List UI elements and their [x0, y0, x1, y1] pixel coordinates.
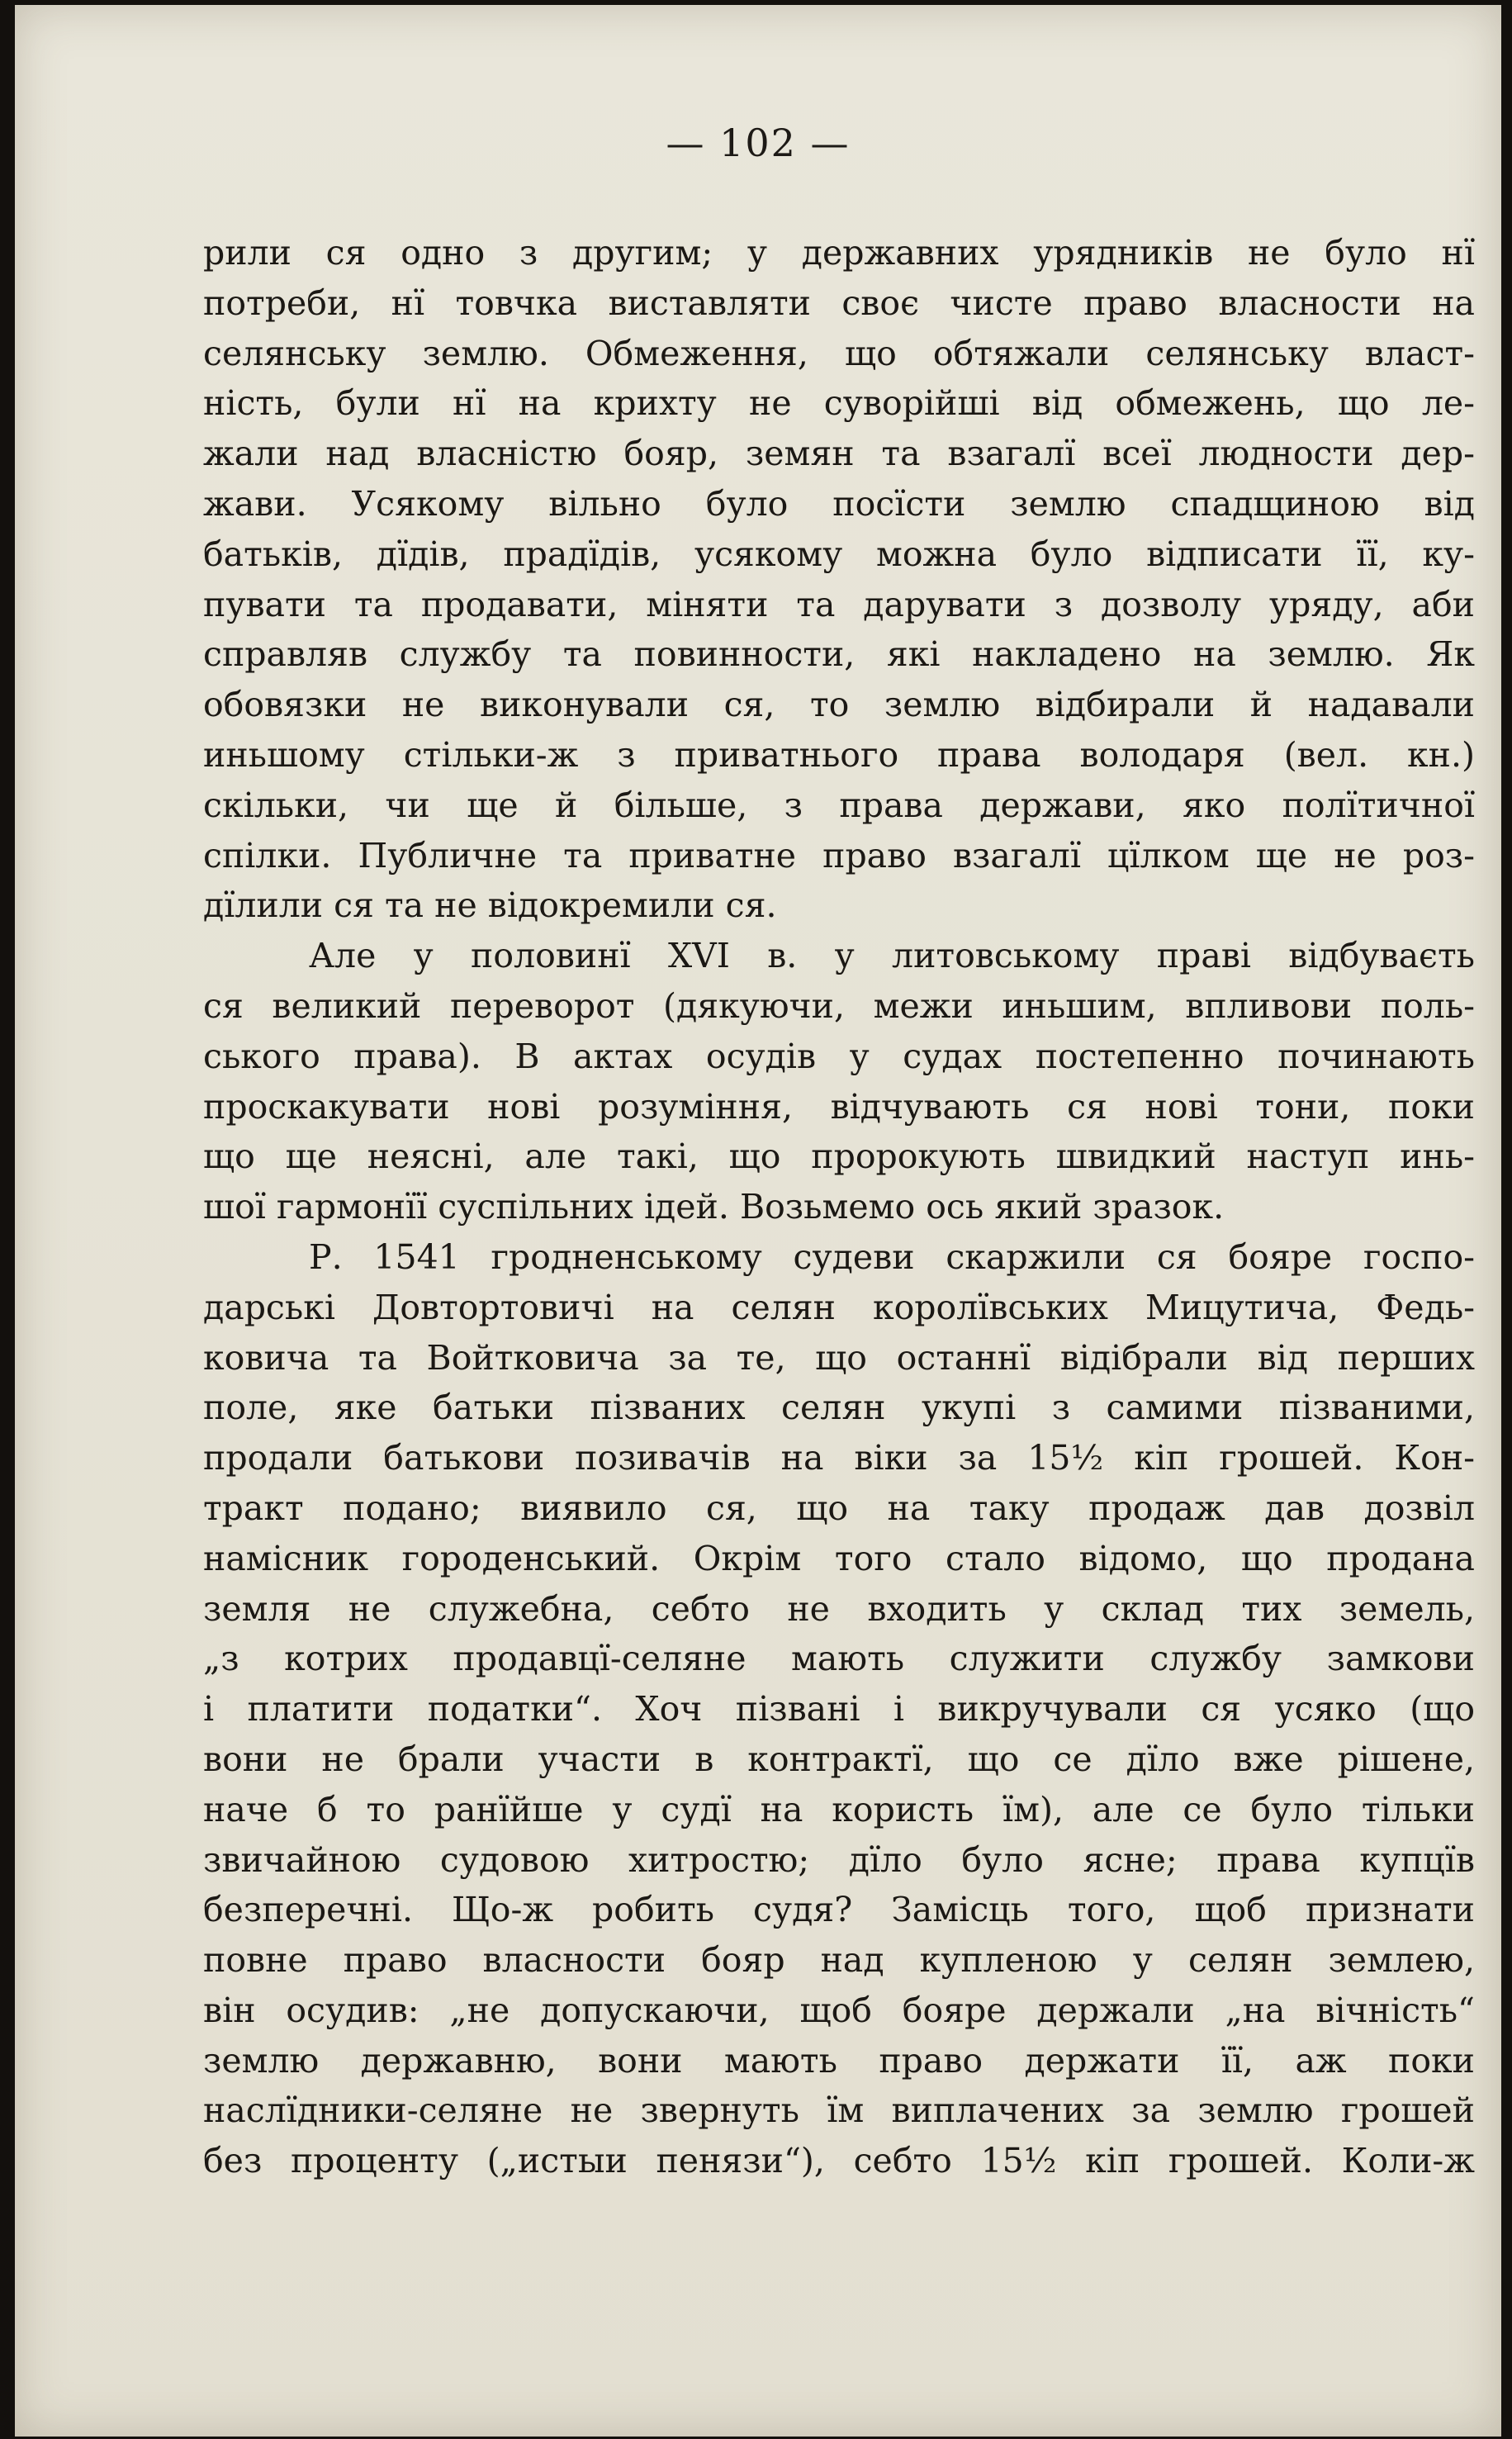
text-line-7: батьків, дїдів, прадїдів, усякому можна було відписати її, ку- — [203, 534, 1475, 574]
text-line-12: скільки, чи ще й більше, з права держави, яко полїтичної — [203, 785, 1475, 825]
text-line-20: шої гармонїї суспільних ідей. Возьмемо ось який зразок. — [203, 1187, 1225, 1227]
text-line-23: ковича та Войтковича за те, що останнї відібрали від перших — [203, 1337, 1475, 1378]
text-line-33: звичайною судовою хитростю; дїло було ясне; права купцїв — [203, 1839, 1475, 1880]
text-line-39: без проценту („истыи пенязи“), себто 15½ кіп грошей. Коли-ж — [203, 2141, 1475, 2181]
book-page — [15, 5, 1501, 2437]
text-line-6: жави. Усякому вільно було посїсти землю спадщиною від — [203, 483, 1475, 524]
text-line-34: безперечні. Що-ж робить судя? Замісць того, щоб признати — [203, 1890, 1475, 1930]
text-line-27: намісник городенський. Окрім того стало відомо, що продана — [203, 1538, 1475, 1578]
text-line-29: „з котрих продавцї-селяне мають служити службу замкови — [203, 1639, 1475, 1679]
text-line-19: що ще неясні, але такі, що пророкують швидкий наступ инь- — [203, 1136, 1475, 1177]
text-line-15: Але у половинї XVI в. у литовському праві відбуваєть — [309, 936, 1475, 976]
text-line-14: дїлили ся та не відокремили ся. — [203, 885, 777, 926]
text-line-31: вони не брали участи в контрактї, що се дїло вже рішене, — [203, 1739, 1475, 1779]
text-line-38: наслїдники-селяне не звернуть їм виплачених за землю грошей — [203, 2090, 1475, 2131]
text-line-30: і платити податки“. Хоч пізвані і викручували ся усяко (що — [203, 1689, 1475, 1730]
text-line-16: ся великий переворот (дякуючи, межи иньшим, впливови поль- — [203, 985, 1475, 1026]
text-line-28: земля не служебна, себто не входить у склад тих земель, — [203, 1588, 1475, 1629]
text-line-22: дарські Довтортовичі на селян королївських Мицутича, Федь- — [203, 1287, 1475, 1327]
text-line-26: тракт подано; виявило ся, що на таку продаж дав дозвіл — [203, 1488, 1475, 1528]
text-line-18: проскакувати нові розуміння, відчувають ся нові тони, поки — [203, 1086, 1475, 1127]
text-line-9: справляв службу та повинности, які накладено на землю. Як — [203, 634, 1475, 675]
text-line-2: потреби, нї товчка виставляти своє чисте право власности на — [203, 282, 1475, 323]
text-line-11: иньшому стільки-ж з приватнього права володаря (вел. кн.) — [203, 734, 1475, 775]
text-line-35: повне право власности бояр над купленою у селян землею, — [203, 1940, 1475, 1981]
text-line-32: наче б то ранїйше у судї на користь їм), але се було тільки — [203, 1789, 1475, 1829]
text-line-24: поле, яке батьки пізваних селян укупі з самими пізваними, — [203, 1388, 1475, 1428]
text-line-17: ського права). В актах осудів у судах постепенно починають — [203, 1036, 1475, 1076]
text-line-13: спілки. Публичне та приватне право взагалї цїлком ще не роз- — [203, 835, 1475, 875]
text-line-37: землю державню, вони мають право держати її, аж поки — [203, 2040, 1475, 2081]
page-number: — 102 — — [666, 121, 851, 165]
text-line-1: рили ся одно з другим; у державних урядників не було нї — [203, 233, 1475, 273]
text-line-8: пувати та продавати, міняти та дарувати з дозволу уряду, аби — [203, 584, 1475, 624]
text-line-25: продали батькови позивачів на віки за 15½ кіп грошей. Кон- — [203, 1438, 1475, 1478]
text-line-21: Р. 1541 гродненському судеви скаржили ся бояре госпо- — [309, 1236, 1475, 1277]
text-line-36: він осудив: „не допускаючи, щоб бояре держали „на вічність“ — [203, 1990, 1475, 2030]
text-line-5: жали над власністю бояр, земян та взагалї всеї людности дер- — [203, 434, 1475, 474]
text-line-10: обовязки не виконували ся, то землю відбирали й надавали — [203, 685, 1475, 725]
text-line-3: селянську землю. Обмеження, що обтяжали селянську власт- — [203, 333, 1475, 373]
text-line-4: ність, були нї на крихту не суворійші від обмежень, що ле- — [203, 383, 1475, 424]
body-text — [203, 228, 1475, 2186]
